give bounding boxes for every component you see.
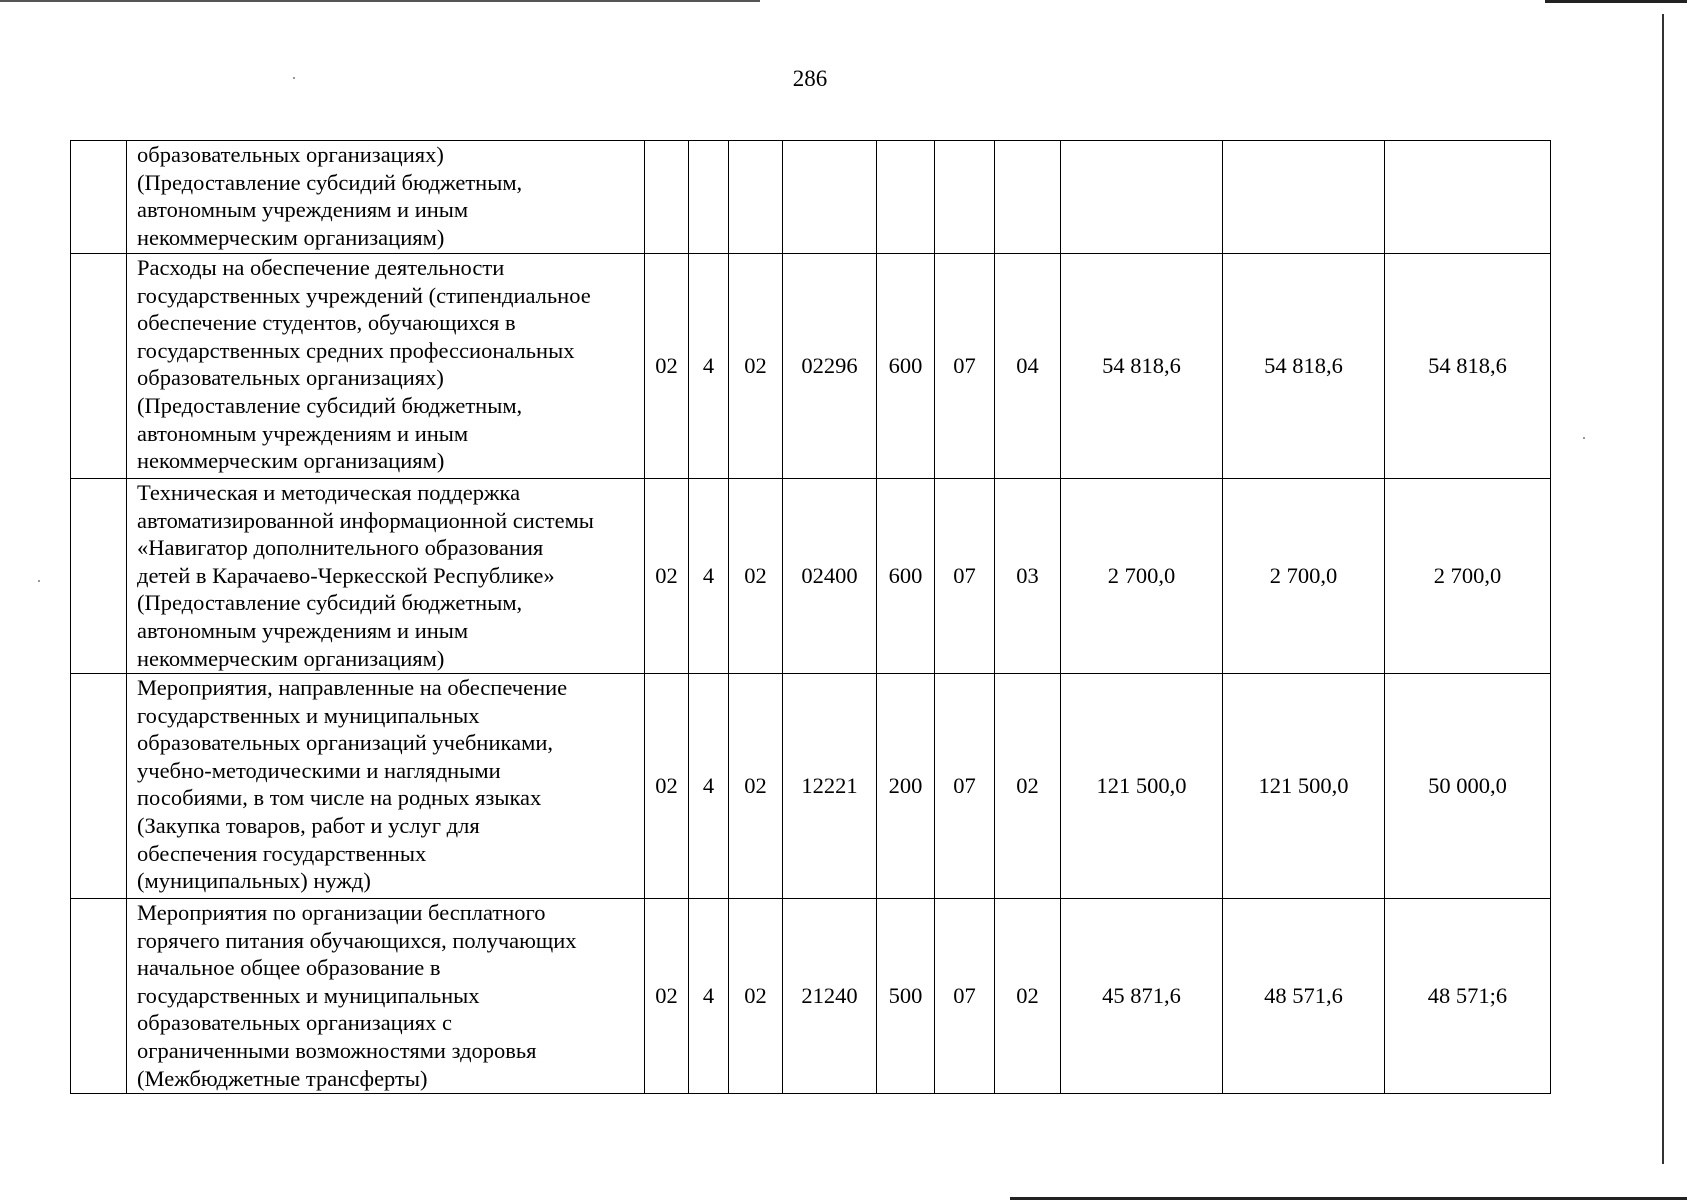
scan-edge-top xyxy=(0,0,760,2)
amount-cell: 50 000,0 xyxy=(1385,674,1551,899)
code-cell: 07 xyxy=(935,674,995,899)
row-index-cell xyxy=(71,479,127,674)
amount-cell: 2 700,0 xyxy=(1385,479,1551,674)
code-cell: 04 xyxy=(995,254,1061,479)
amount-cell: 2 700,0 xyxy=(1061,479,1223,674)
code-cell: 02296 xyxy=(783,254,877,479)
code-cell: 02 xyxy=(995,674,1061,899)
code-cell: 4 xyxy=(689,674,729,899)
amount-cell: 48 571,6 xyxy=(1223,899,1385,1094)
code-cell: 21240 xyxy=(783,899,877,1094)
table-row xyxy=(71,141,1551,254)
code-cell: 02 xyxy=(645,479,689,674)
code-cell: 4 xyxy=(689,899,729,1094)
code-cell: 4 xyxy=(689,479,729,674)
amount-cell xyxy=(1061,141,1223,254)
code-cell: 02 xyxy=(729,899,783,1094)
code-cell xyxy=(995,141,1061,254)
code-cell: 200 xyxy=(877,674,935,899)
code-cell xyxy=(935,141,995,254)
code-cell: 02 xyxy=(729,479,783,674)
code-cell: 02400 xyxy=(783,479,877,674)
amount-cell xyxy=(1385,141,1551,254)
amount-cell: 54 818,6 xyxy=(1223,254,1385,479)
description-cell: Мероприятия по организации бесплатного горячего питания обучающихся, получающих начальное общее образование в государственных и муниципальных образовательных организациях с ограниченными возможностями здоровья (Межбюджетные трансферты) xyxy=(127,899,645,1094)
table-row xyxy=(71,674,1551,899)
budget-table xyxy=(70,140,1551,1094)
description-cell: Техническая и методическая поддержка автоматизированной информационной системы «Навигатор дополнительного образования детей в Карачаево-Черкесской Республике» (Предоставление субсидий бюджетным, автономным учреждениям и иным некоммерческим организациям) xyxy=(127,479,645,674)
code-cell xyxy=(645,141,689,254)
row-index-cell xyxy=(71,254,127,479)
amount-cell: 48 571;6 xyxy=(1385,899,1551,1094)
row-index-cell xyxy=(71,141,127,254)
code-cell: 02 xyxy=(729,254,783,479)
row-index-cell xyxy=(71,899,127,1094)
description-cell: образовательных организациях) (Предоставление субсидий бюджетным, автономным учреждениям и иным некоммерческим организациям) xyxy=(127,141,645,254)
code-cell: 4 xyxy=(689,254,729,479)
code-cell: 07 xyxy=(935,254,995,479)
amount-cell: 45 871,6 xyxy=(1061,899,1223,1094)
scan-speck xyxy=(1583,437,1585,439)
code-cell: 500 xyxy=(877,899,935,1094)
code-cell: 600 xyxy=(877,254,935,479)
description-cell: Расходы на обеспечение деятельности государственных учреждений (стипендиальное обеспечение студентов, обучающихся в государственных средних профессиональных образовательных организациях) (Предоставление субсидий бюджетным, автономным учреждениям и иным некоммерческим организациям) xyxy=(127,254,645,479)
code-cell: 12221 xyxy=(783,674,877,899)
scan-edge-right xyxy=(1662,14,1664,1164)
table-row xyxy=(71,899,1551,1094)
table-row xyxy=(71,479,1551,674)
code-cell: 02 xyxy=(645,674,689,899)
code-cell xyxy=(729,141,783,254)
code-cell: 07 xyxy=(935,899,995,1094)
code-cell: 02 xyxy=(729,674,783,899)
amount-cell: 121 500,0 xyxy=(1061,674,1223,899)
table-row xyxy=(71,254,1551,479)
table-body xyxy=(71,141,1551,1094)
code-cell: 600 xyxy=(877,479,935,674)
code-cell xyxy=(783,141,877,254)
row-index-cell xyxy=(71,674,127,899)
code-cell: 07 xyxy=(935,479,995,674)
page-number: 286 xyxy=(792,66,828,91)
amount-cell: 54 818,6 xyxy=(1385,254,1551,479)
code-cell xyxy=(877,141,935,254)
amount-cell xyxy=(1223,141,1385,254)
description-cell: Мероприятия, направленные на обеспечение государственных и муниципальных образовательных организаций учебниками, учебно-методическими и наглядными пособиями, в том числе на родных языках (Закупка товаров, работ и услуг для обеспечения государственных (муниципальных) нужд) xyxy=(127,674,645,899)
code-cell: 03 xyxy=(995,479,1061,674)
code-cell xyxy=(689,141,729,254)
amount-cell: 2 700,0 xyxy=(1223,479,1385,674)
amount-cell: 54 818,6 xyxy=(1061,254,1223,479)
amount-cell: 121 500,0 xyxy=(1223,674,1385,899)
scan-edge-top-right xyxy=(1545,0,1687,3)
scan-speck xyxy=(38,580,40,582)
code-cell: 02 xyxy=(645,899,689,1094)
code-cell: 02 xyxy=(645,254,689,479)
code-cell: 02 xyxy=(995,899,1061,1094)
